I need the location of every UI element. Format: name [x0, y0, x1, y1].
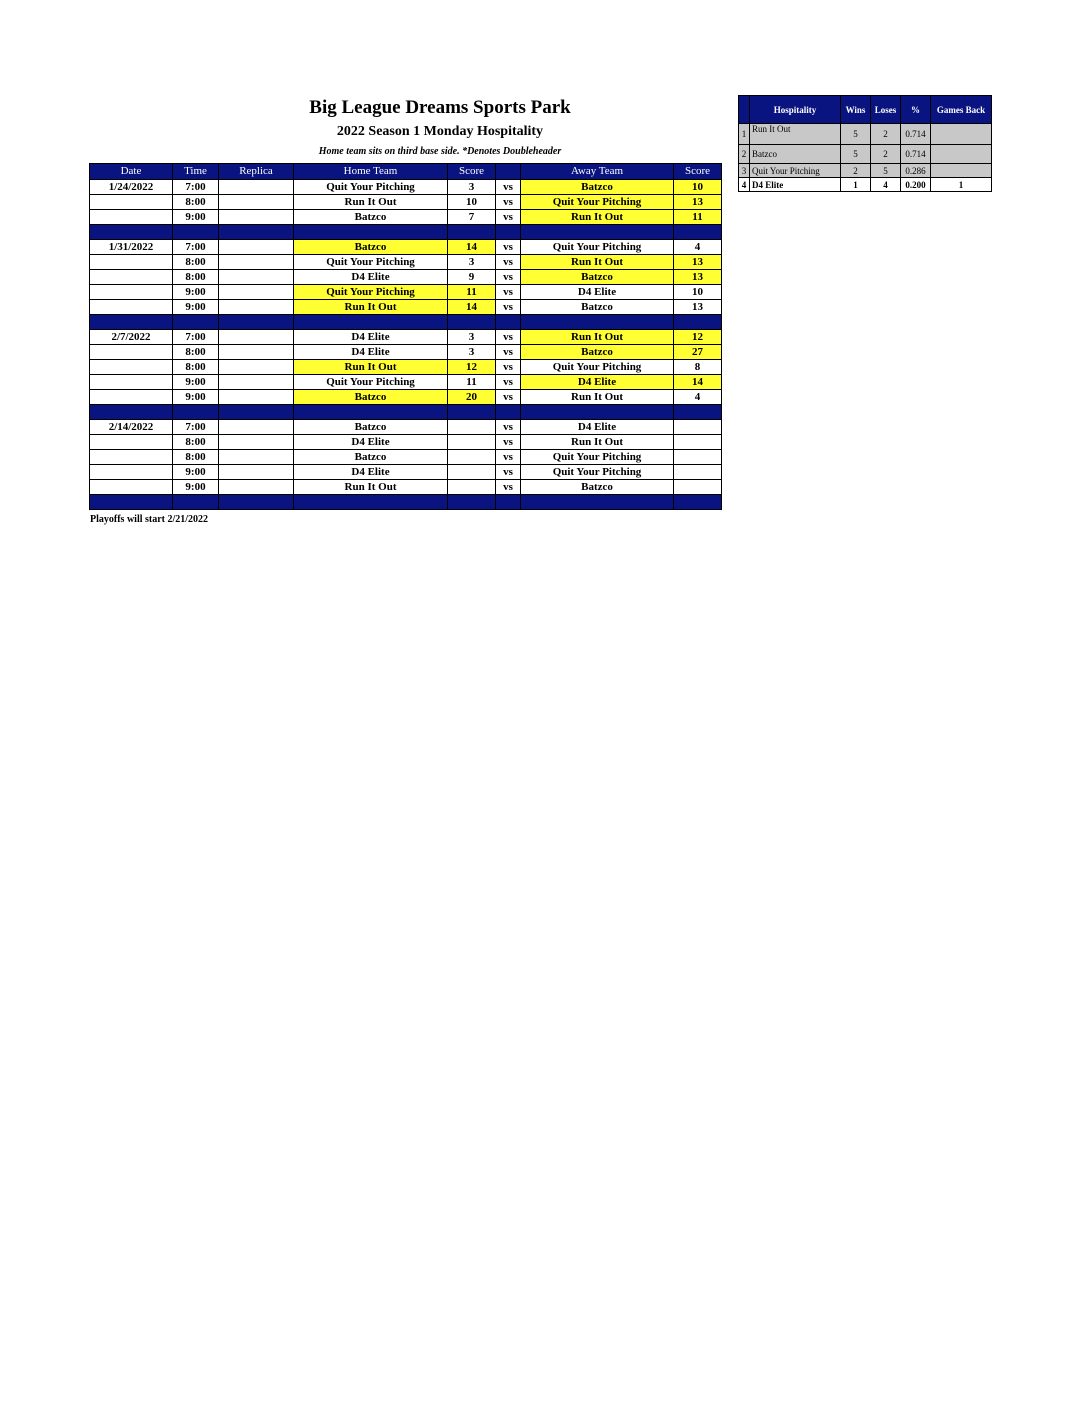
col-vs-header [496, 164, 521, 180]
week-separator [90, 225, 722, 240]
game-row [90, 195, 722, 210]
game-replica [219, 435, 294, 450]
away-team: Batzco [521, 180, 674, 195]
game-row [90, 240, 722, 255]
game-time: 7:00 [173, 330, 219, 345]
game-row [90, 210, 722, 225]
vs-label: vs [496, 450, 521, 465]
standings-pct: 0.714 [901, 124, 931, 145]
home-team: Quit Your Pitching [294, 375, 448, 390]
col-home-score-header: Score [448, 164, 496, 180]
game-date [90, 435, 173, 450]
separator-cell [448, 315, 496, 330]
home-team: D4 Elite [294, 435, 448, 450]
away-team: Quit Your Pitching [521, 465, 674, 480]
standings-team: D4 Elite [750, 178, 841, 192]
col-date-header: Date [90, 164, 173, 180]
game-time: 9:00 [173, 375, 219, 390]
standings-games-back [931, 124, 992, 145]
game-time: 9:00 [173, 285, 219, 300]
page-subtitle: 2022 Season 1 Monday Hospitality [336, 124, 544, 139]
vs-label: vs [496, 360, 521, 375]
game-date [90, 195, 173, 210]
col-time-header: Time [173, 164, 219, 180]
home-team: Batzco [294, 420, 448, 435]
standings-team: Quit Your Pitching [750, 164, 841, 178]
game-replica [219, 450, 294, 465]
game-date [90, 375, 173, 390]
game-time: 7:00 [173, 180, 219, 195]
col-away-team-header: Away Team [521, 164, 674, 180]
schedule-note: Home team sits on third base side. *Denotes Doubleheader [318, 146, 562, 157]
standings-table [738, 95, 992, 192]
separator-cell [496, 315, 521, 330]
home-score: 11 [448, 285, 496, 300]
standings-row [739, 164, 992, 178]
game-row [90, 255, 722, 270]
separator-cell [521, 405, 674, 420]
game-date [90, 480, 173, 495]
home-score: 14 [448, 240, 496, 255]
home-score: 3 [448, 255, 496, 270]
home-team: D4 Elite [294, 270, 448, 285]
home-team: Quit Your Pitching [294, 255, 448, 270]
standings-loses: 2 [871, 124, 901, 145]
away-team: Quit Your Pitching [521, 450, 674, 465]
separator-cell [496, 405, 521, 420]
standings-pct: 0.714 [901, 145, 931, 164]
game-date: 1/24/2022 [90, 180, 173, 195]
vs-label: vs [496, 465, 521, 480]
game-date [90, 345, 173, 360]
away-score: 12 [674, 330, 722, 345]
home-score: 3 [448, 345, 496, 360]
standings-wins: 1 [841, 178, 871, 192]
away-score: 13 [674, 195, 722, 210]
game-time: 7:00 [173, 420, 219, 435]
standings-row [739, 178, 992, 192]
home-team: Batzco [294, 390, 448, 405]
standings-wins-header: Wins [841, 96, 871, 124]
vs-label: vs [496, 240, 521, 255]
separator-cell [674, 225, 722, 240]
standings-rank: 4 [739, 178, 750, 192]
game-replica [219, 375, 294, 390]
game-row [90, 285, 722, 300]
away-score: 13 [674, 300, 722, 315]
home-team: Batzco [294, 450, 448, 465]
away-team: D4 Elite [521, 420, 674, 435]
game-replica [219, 240, 294, 255]
page-title: Big League Dreams Sports Park [309, 97, 571, 118]
game-replica [219, 210, 294, 225]
game-time: 9:00 [173, 390, 219, 405]
schedule-header-row [90, 164, 722, 180]
game-date [90, 255, 173, 270]
home-score: 11 [448, 375, 496, 390]
game-row [90, 480, 722, 495]
standings-loses: 5 [871, 164, 901, 178]
game-row [90, 435, 722, 450]
separator-cell [521, 495, 674, 510]
away-team: Quit Your Pitching [521, 360, 674, 375]
game-time: 9:00 [173, 465, 219, 480]
vs-label: vs [496, 420, 521, 435]
separator-cell [294, 225, 448, 240]
standings-hospitality-header: Hospitality [750, 96, 841, 124]
vs-label: vs [496, 180, 521, 195]
game-row [90, 450, 722, 465]
home-score: 3 [448, 330, 496, 345]
game-date [90, 285, 173, 300]
home-team: D4 Elite [294, 345, 448, 360]
game-date [90, 210, 173, 225]
away-team: Batzco [521, 345, 674, 360]
standings-rank: 2 [739, 145, 750, 164]
away-score: 13 [674, 270, 722, 285]
away-score [674, 480, 722, 495]
week-separator [90, 405, 722, 420]
home-score [448, 435, 496, 450]
separator-cell [173, 495, 219, 510]
standings-games-back [931, 164, 992, 178]
away-score: 8 [674, 360, 722, 375]
game-replica [219, 345, 294, 360]
separator-cell [90, 495, 173, 510]
playoffs-note: Playoffs will start 2/21/2022 [90, 514, 209, 525]
separator-cell [496, 495, 521, 510]
home-score: 20 [448, 390, 496, 405]
home-score: 10 [448, 195, 496, 210]
game-replica [219, 195, 294, 210]
away-score [674, 465, 722, 480]
vs-label: vs [496, 285, 521, 300]
standings-row [739, 145, 992, 164]
standings-row [739, 124, 992, 145]
standings-team: Run It Out [750, 124, 841, 145]
home-team: D4 Elite [294, 330, 448, 345]
standings-games-back-header: Games Back [931, 96, 992, 124]
game-date: 2/7/2022 [90, 330, 173, 345]
separator-cell [674, 405, 722, 420]
separator-cell [294, 315, 448, 330]
separator-cell [219, 225, 294, 240]
away-score: 13 [674, 255, 722, 270]
home-score: 3 [448, 180, 496, 195]
away-score [674, 420, 722, 435]
game-replica [219, 270, 294, 285]
game-replica [219, 285, 294, 300]
standings-wins: 2 [841, 164, 871, 178]
standings-loses: 4 [871, 178, 901, 192]
home-score: 9 [448, 270, 496, 285]
away-team: Run It Out [521, 255, 674, 270]
game-date [90, 465, 173, 480]
home-team: Run It Out [294, 195, 448, 210]
separator-cell [448, 405, 496, 420]
standings-pct: 0.200 [901, 178, 931, 192]
game-row [90, 360, 722, 375]
vs-label: vs [496, 435, 521, 450]
game-time: 8:00 [173, 195, 219, 210]
away-team: Run It Out [521, 390, 674, 405]
separator-cell [521, 225, 674, 240]
game-replica [219, 480, 294, 495]
away-team: Quit Your Pitching [521, 240, 674, 255]
game-row [90, 465, 722, 480]
away-score [674, 435, 722, 450]
game-row [90, 180, 722, 195]
away-team: Quit Your Pitching [521, 195, 674, 210]
separator-cell [219, 405, 294, 420]
home-team: Batzco [294, 210, 448, 225]
game-time: 8:00 [173, 270, 219, 285]
separator-cell [674, 495, 722, 510]
separator-cell [219, 495, 294, 510]
game-time: 8:00 [173, 255, 219, 270]
game-time: 8:00 [173, 345, 219, 360]
standings-pct: 0.286 [901, 164, 931, 178]
standings-pct-header: % [901, 96, 931, 124]
schedule-table [89, 163, 722, 510]
away-score: 10 [674, 285, 722, 300]
separator-cell [173, 315, 219, 330]
home-team: Quit Your Pitching [294, 285, 448, 300]
game-replica [219, 300, 294, 315]
standings-loses-header: Loses [871, 96, 901, 124]
home-team: D4 Elite [294, 465, 448, 480]
week-separator [90, 315, 722, 330]
game-time: 8:00 [173, 435, 219, 450]
separator-cell [219, 315, 294, 330]
separator-cell [294, 495, 448, 510]
game-replica [219, 465, 294, 480]
game-date [90, 390, 173, 405]
game-row [90, 375, 722, 390]
game-time: 8:00 [173, 450, 219, 465]
separator-cell [173, 225, 219, 240]
away-team: D4 Elite [521, 285, 674, 300]
game-date: 2/14/2022 [90, 420, 173, 435]
home-score [448, 420, 496, 435]
separator-cell [521, 315, 674, 330]
home-team: Batzco [294, 240, 448, 255]
home-team: Run It Out [294, 300, 448, 315]
away-score [674, 450, 722, 465]
game-time: 8:00 [173, 360, 219, 375]
game-replica [219, 390, 294, 405]
separator-cell [448, 495, 496, 510]
schedule-body [90, 180, 722, 510]
home-score: 12 [448, 360, 496, 375]
game-row [90, 390, 722, 405]
vs-label: vs [496, 480, 521, 495]
away-team: Run It Out [521, 210, 674, 225]
game-date [90, 360, 173, 375]
standings-loses: 2 [871, 145, 901, 164]
game-row [90, 270, 722, 285]
vs-label: vs [496, 390, 521, 405]
game-time: 9:00 [173, 300, 219, 315]
home-score [448, 480, 496, 495]
game-time: 7:00 [173, 240, 219, 255]
vs-label: vs [496, 270, 521, 285]
game-date [90, 270, 173, 285]
game-replica [219, 255, 294, 270]
away-score: 11 [674, 210, 722, 225]
away-score: 27 [674, 345, 722, 360]
away-team: Batzco [521, 300, 674, 315]
away-team: Run It Out [521, 435, 674, 450]
game-date: 1/31/2022 [90, 240, 173, 255]
away-score: 10 [674, 180, 722, 195]
separator-cell [173, 405, 219, 420]
vs-label: vs [496, 210, 521, 225]
standings-wins: 5 [841, 145, 871, 164]
standings-rank-header [739, 96, 750, 124]
away-team: Batzco [521, 270, 674, 285]
vs-label: vs [496, 255, 521, 270]
game-row [90, 420, 722, 435]
vs-label: vs [496, 195, 521, 210]
game-row [90, 330, 722, 345]
home-team: Run It Out [294, 360, 448, 375]
home-score: 14 [448, 300, 496, 315]
game-time: 9:00 [173, 210, 219, 225]
home-team: Run It Out [294, 480, 448, 495]
game-date [90, 450, 173, 465]
home-score: 7 [448, 210, 496, 225]
away-team: Batzco [521, 480, 674, 495]
standings-header-row [739, 96, 992, 124]
separator-cell [90, 315, 173, 330]
vs-label: vs [496, 375, 521, 390]
away-team: D4 Elite [521, 375, 674, 390]
standings-rank: 1 [739, 124, 750, 145]
away-score: 4 [674, 390, 722, 405]
home-score [448, 465, 496, 480]
game-replica [219, 180, 294, 195]
standings-games-back: 1 [931, 178, 992, 192]
game-time: 9:00 [173, 480, 219, 495]
separator-cell [90, 405, 173, 420]
home-score [448, 450, 496, 465]
col-away-score-header: Score [674, 164, 722, 180]
game-replica [219, 360, 294, 375]
vs-label: vs [496, 330, 521, 345]
away-team: Run It Out [521, 330, 674, 345]
game-date [90, 300, 173, 315]
game-replica [219, 420, 294, 435]
vs-label: vs [496, 300, 521, 315]
vs-label: vs [496, 345, 521, 360]
col-home-team-header: Home Team [294, 164, 448, 180]
standings-rank: 3 [739, 164, 750, 178]
game-row [90, 300, 722, 315]
home-team: Quit Your Pitching [294, 180, 448, 195]
separator-cell [90, 225, 173, 240]
week-separator [90, 495, 722, 510]
standings-games-back [931, 145, 992, 164]
game-row [90, 345, 722, 360]
separator-cell [496, 225, 521, 240]
separator-cell [294, 405, 448, 420]
separator-cell [448, 225, 496, 240]
standings-wins: 5 [841, 124, 871, 145]
col-replica-header: Replica [219, 164, 294, 180]
away-score: 4 [674, 240, 722, 255]
standings-team: Batzco [750, 145, 841, 164]
separator-cell [674, 315, 722, 330]
away-score: 14 [674, 375, 722, 390]
game-replica [219, 330, 294, 345]
